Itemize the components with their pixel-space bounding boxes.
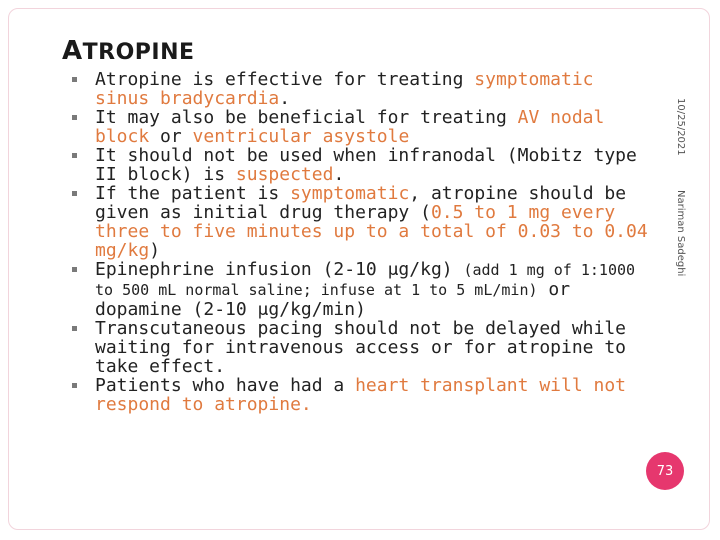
square-bullet-icon xyxy=(72,153,77,158)
square-bullet-icon xyxy=(72,267,77,272)
bullet-text: Patients who have had a xyxy=(95,375,356,396)
highlighted-text: 0.5 to 1 mg every three to five minutes up to a total of 0.03 to 0.04 mg/kg xyxy=(95,202,648,261)
square-bullet-icon xyxy=(72,326,77,331)
bullet-text: If the patient is xyxy=(95,183,291,204)
small-note-text: (add 1 mg of 1:1000 to 500 mL normal saline; infuse at 1 to 5 mL/min) xyxy=(95,261,636,299)
page-number-badge: 73 xyxy=(646,452,684,490)
bullet-text: . xyxy=(333,164,345,185)
slide-title xyxy=(62,36,195,66)
bullet-item xyxy=(72,184,652,260)
bullet-text: It may also be beneficial for treating xyxy=(95,107,518,128)
bullet-item xyxy=(72,319,652,376)
bullet-item xyxy=(72,70,652,108)
square-bullet-icon xyxy=(72,115,77,120)
highlighted-text: AV nodal block xyxy=(95,107,605,147)
bullet-item xyxy=(72,260,652,319)
bullet-text: Epinephrine infusion (2-10 μg/kg) xyxy=(95,259,464,280)
bullet-item xyxy=(72,376,652,414)
highlighted-text: heart transplant will not respond to atropine. xyxy=(95,375,627,415)
bullet-text: or dopamine (2-10 μg/kg/min) xyxy=(95,279,571,320)
highlighted-text: symptomatic xyxy=(290,183,410,204)
bullet-text: It should not be used when infranodal (Mobitz type II block) is xyxy=(95,145,637,185)
square-bullet-icon xyxy=(72,191,77,196)
title-first-letter: A xyxy=(62,36,83,66)
square-bullet-icon xyxy=(72,383,77,388)
bullet-text: , atropine should be given as initial drug therapy ( xyxy=(95,183,627,223)
bullet-text: or xyxy=(149,126,193,147)
highlighted-text: ventricular asystole xyxy=(192,126,410,147)
bullet-content xyxy=(72,70,652,414)
bullet-text: ) xyxy=(149,240,161,261)
bullet-text: . xyxy=(279,88,291,109)
bullet-item xyxy=(72,146,652,184)
side-author: Nariman Sadeghi xyxy=(675,190,686,277)
square-bullet-icon xyxy=(72,77,77,82)
bullet-text: Atropine is effective for treating xyxy=(95,69,475,90)
bullet-item xyxy=(72,108,652,146)
side-date: 10/25/2021 xyxy=(675,98,686,156)
highlighted-text: symptomatic sinus bradycardia xyxy=(95,69,594,109)
title-rest: TROPINE xyxy=(82,40,195,65)
bullet-text: Transcutaneous pacing should not be delayed while waiting for intravenous access or for atropine to take effect. xyxy=(95,318,627,377)
highlighted-text: suspected xyxy=(235,164,334,185)
bullet-list xyxy=(72,70,652,414)
